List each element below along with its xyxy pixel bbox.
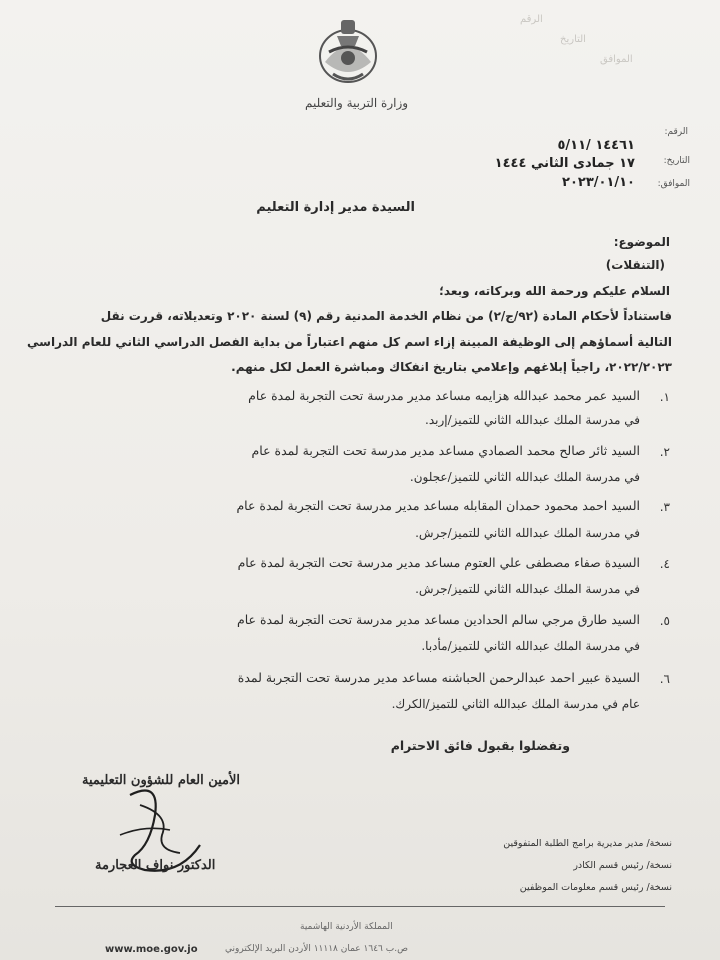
faint-bleed-3: الموافق	[600, 54, 633, 65]
item-number: ١.	[659, 390, 670, 404]
footer-divider	[55, 906, 665, 907]
footer-address: ص.ب ١٦٤٦ عمان ١١١١٨ الأردن البريد الإلكتروني	[225, 944, 408, 954]
copy-line: نسخة/ مدير مديرية برامج الطلبة المتفوقين	[503, 838, 672, 849]
item-line: السيد طارق مرجي سالم الحدادين مساعد مدير مدرسة تحت التجربة لمدة عام	[236, 612, 640, 627]
coat-of-arms-emblem	[315, 12, 381, 88]
item-line: في مدرسة الملك عبدالله الثاني للتميز/جرش.	[415, 526, 640, 540]
signatory-title: الأمين العام للشؤون التعليمية	[82, 773, 241, 788]
number-value: ١٤٤٦١ /٥/١١	[557, 138, 635, 153]
addressee: السيدة مدير إدارة التعليم	[256, 200, 415, 215]
gregorian-value: ٢٠٢٣/٠١/١٠	[562, 175, 635, 190]
closing-phrase: وتفضلوا بقبول فائق الاحترام	[390, 738, 570, 753]
greeting: السلام عليكم ورحمة الله وبركاته، وبعد؛	[439, 284, 670, 298]
item-line: السيد عمر محمد عبدالله هزايمه مساعد مدير مدرسة تحت التجربة لمدة عام	[248, 388, 640, 403]
item-line: السيد احمد محمود حمدان المقابله مساعد مدير مدرسة تحت التجربة لمدة عام	[236, 498, 640, 513]
item-line: في مدرسة الملك عبدالله الثاني للتميز/جرش.	[415, 582, 640, 596]
footer-website: www.moe.gov.jo	[105, 944, 198, 955]
gregorian-label: الموافق:	[657, 179, 690, 189]
ministry-name: وزارة التربية والتعليم	[305, 96, 409, 110]
faint-bleed-2: التاريخ	[560, 34, 586, 45]
item-line: في مدرسة الملك عبدالله الثاني للتميز/عجلون.	[409, 470, 640, 484]
copy-line: نسخة/ رئيس قسم الكادر	[573, 860, 672, 871]
item-number: ٤.	[659, 557, 670, 571]
item-line: السيدة صفاء مصطفى علي العتوم مساعد مدير مدرسة تحت التجربة لمدة عام	[237, 555, 640, 570]
copy-line: نسخة/ رئيس قسم معلومات الموظفين	[519, 882, 672, 893]
intro-line-3: ٢٠٢٢/٢٠٢٣، راجياً إبلاغهم وإعلامي بتاريخ انفكاك ومباشرة العمل لكل منهم.	[231, 360, 672, 374]
item-line: عام في مدرسة الملك عبدالله الثاني للتميز/الكرك.	[391, 697, 640, 711]
intro-line-2: التالية أسماؤهم إلى الوظيفة المبينة إزاء اسم كل منهم اعتباراً من بداية الفصل الدراسي الثاني للعام الدراسي	[27, 335, 672, 349]
intro-line-1: فاستناداً لأحكام المادة (٩٢/ج/٢) من نظام الخدمة المدنية رقم (٩) لسنة ٢٠٢٠ وتعديلاته، قررت نقل	[100, 309, 672, 323]
subject-value: (التنقلات)	[605, 258, 665, 272]
date-value: ١٧ جمادى الثاني ١٤٤٤	[494, 156, 635, 171]
item-number: ٥.	[659, 614, 670, 628]
footer-kingdom: المملكة الأردنية الهاشمية	[300, 922, 393, 932]
item-line: في مدرسة الملك عبدالله الثاني للتميز/إربد.	[425, 413, 640, 427]
number-label: الرقم:	[664, 127, 688, 137]
signatory-name: الدكتور نواف العجارمة	[95, 858, 216, 873]
item-number: ٦.	[659, 672, 670, 686]
date-label: التاريخ:	[663, 156, 690, 166]
item-line: في مدرسة الملك عبدالله الثاني للتميز/مأدبا.	[421, 639, 640, 653]
item-line: السيدة عبير احمد عبدالرحمن الحباشنه مساعد مدير مدرسة تحت التجربة لمدة	[237, 670, 640, 685]
item-number: ٢.	[659, 445, 670, 459]
subject-label: الموضوع:	[613, 235, 670, 249]
item-number: ٣.	[659, 500, 670, 514]
faint-bleed-1: الرقم	[520, 14, 543, 25]
item-line: السيد ثائر صالح محمد الصمادي مساعد مدير مدرسة تحت التجربة لمدة عام	[251, 443, 640, 458]
